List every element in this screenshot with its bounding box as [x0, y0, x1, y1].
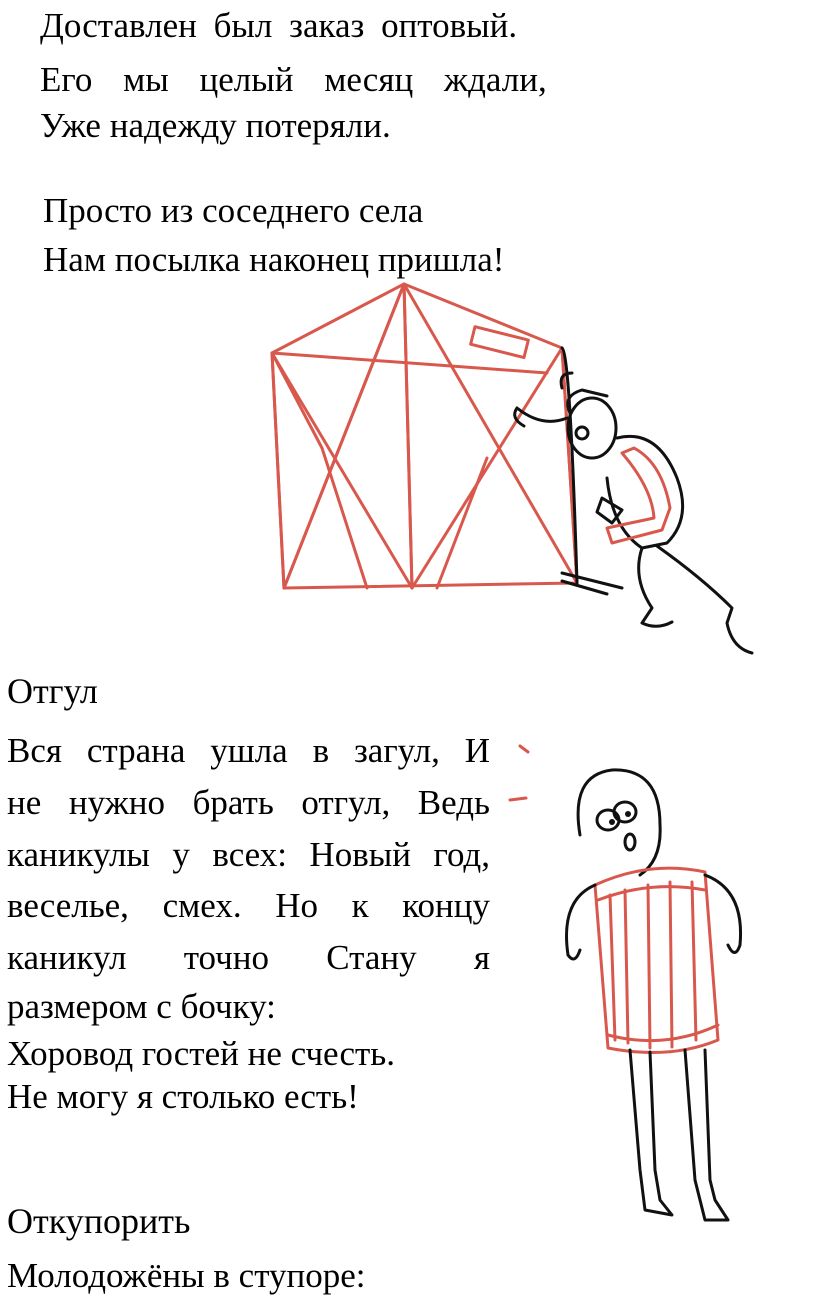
red-accent-marks [510, 746, 528, 800]
section-title-otgul: Отгул [7, 671, 98, 711]
poem1-line-2: Его мы целый месяц ждали, [40, 60, 547, 99]
poem1-line-5: Нам посылка наконец пришла! [43, 240, 505, 279]
otgul-line-3: каникулы у всех: Новый год, [7, 835, 490, 874]
parcel-box-drawing [272, 284, 577, 588]
section-title-otkuporit: Откупорить [7, 1201, 191, 1241]
poem1-line-4: Просто из соседнего села [43, 191, 424, 230]
otgul-line-7: Хоровод гостей не счесть. [7, 1034, 396, 1073]
courier-drawing [515, 373, 752, 653]
poem1-line-1: Доставлен был заказ оптовый. [40, 6, 518, 45]
otgul-line-5: каникул точно Стану я [7, 938, 490, 977]
parcel-courier-illustration [262, 278, 762, 668]
otgul-line-8: Не могу я столько есть! [7, 1077, 359, 1116]
otgul-line-1: Вся страна ушла в загул, И [7, 731, 490, 770]
otgul-line-6: размером с бочку: [7, 987, 276, 1026]
barrel-man-illustration [500, 740, 800, 1240]
otkuporit-line-1: Молодожёны в ступоре: [7, 1256, 366, 1295]
otgul-line-2: не нужно брать отгул, Ведь [7, 783, 490, 822]
barrel-man-drawing [567, 770, 741, 1220]
poem1-line-3: Уже надежду потеряли. [40, 106, 391, 145]
otgul-line-4: веселье, смех. Но к концу [7, 886, 490, 925]
